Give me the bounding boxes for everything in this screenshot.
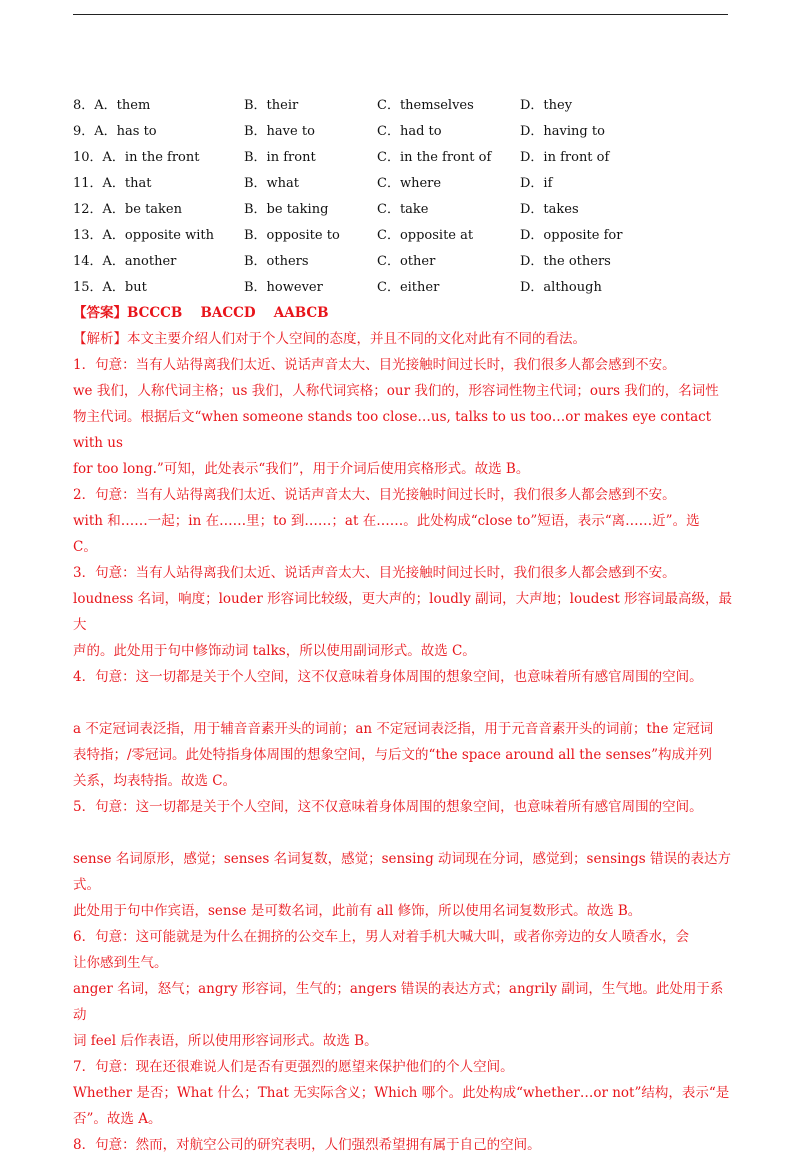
option-b: B．in front: [244, 150, 316, 165]
item-meaning: 7．句意：现在还很难说人们是否有更强烈的愿望来保护他们的个人空间。: [73, 1059, 514, 1075]
option-b: B．what: [244, 176, 300, 191]
item-explanation-line: 声的。此处用于句中修饰动词 talks，所以使用副词形式。故选 C。: [73, 643, 476, 659]
question-row: [73, 148, 733, 174]
option-a: 13．A．opposite with: [73, 228, 214, 243]
item-explanation-line: 词 feel 后作表语，所以使用形容词形式。故选 B。: [73, 1033, 378, 1049]
blank-line: [73, 690, 733, 716]
option-a: 10．A．in the front: [73, 150, 200, 165]
question-row: [73, 96, 733, 122]
option-c: C．where: [377, 176, 442, 191]
item-meaning: 5．句意：这一切都是关于个人空间，这不仅意味着身体周围的想象空间，也意味着所有感官周围的空间。: [73, 799, 703, 815]
question-row: [73, 200, 733, 226]
question-row: [73, 174, 733, 200]
option-d: D．opposite for: [520, 228, 623, 243]
option-d: D．although: [520, 280, 602, 295]
item-explanation-line: sense 名词原形，感觉；senses 名词复数，感觉；sensing 动词现在分词，感觉到；sensings 错误的表达方式。: [73, 851, 731, 893]
option-c: C．other: [377, 254, 436, 269]
option-d: D．in front of: [520, 150, 610, 165]
option-list: [73, 96, 733, 304]
option-a: 15．A．but: [73, 280, 147, 295]
option-a: 12．A．be taken: [73, 202, 182, 217]
question-row: [73, 226, 733, 252]
item-meaning: 1．句意：当有人站得离我们太近、说话声音太大、目光接触时间过长时，我们很多人都会感到不安。: [73, 357, 676, 373]
item-explanation-line: 此处用于句中作宾语，sense 是可数名词，此前有 all 修饰，所以使用名词复数形式。故选 B。: [73, 903, 642, 919]
option-d: D．if: [520, 176, 553, 191]
option-a: 11．A．that: [73, 176, 152, 191]
item-explanation-line: 否”。故选 A。: [73, 1111, 162, 1127]
item-explanation-line: with 和……一起；in 在……里；to 到……；at 在……。此处构成“close to”短语，表示“离……近”。选: [73, 513, 700, 529]
item-explanation-line: 让你感到生气。: [73, 955, 168, 971]
item-explanation-line: 关系，均表特指。故选 C。: [73, 773, 237, 789]
item-meaning: 8．句意：然而，对航空公司的研究表明，人们强烈希望拥有属于自己的空间。: [73, 1137, 541, 1153]
option-d: D．the others: [520, 254, 611, 269]
option-d: D．takes: [520, 202, 579, 217]
explanation-section: [73, 300, 733, 1158]
option-b: B．however: [244, 280, 323, 295]
option-d: D．having to: [520, 124, 605, 139]
blank-line: [73, 820, 733, 846]
item-explanation-line: C。: [73, 539, 97, 555]
option-a: 14．A．another: [73, 254, 177, 269]
item-explanation-line: a 不定冠词表泛指，用于辅音音素开头的词前；an 不定冠词表泛指，用于元音音素开头的词前；the 定冠词: [73, 721, 714, 737]
item-meaning: 4．句意：这一切都是关于个人空间，这不仅意味着身体周围的想象空间，也意味着所有感官周围的空间。: [73, 669, 703, 685]
item-explanation-line: loudness 名词，响度；louder 形容词比较级，更大声的；loudly 副词，大声地；loudest 形容词最高级，最大: [73, 591, 733, 633]
item-explanation-line: 表特指；/零冠词。此处特指身体周围的想象空间，与后文的“the space around all the senses”构成并列: [73, 747, 712, 763]
item-explanation-line: for too long.”可知，此处表示“我们”，用于介词后使用宾格形式。故选 B。: [73, 461, 530, 477]
header-rule: [73, 14, 728, 15]
option-a: 9．A．has to: [73, 124, 157, 139]
answer-key: 【答案】BCCCB BACCD AABCB: [73, 305, 329, 321]
option-b: B．their: [244, 98, 299, 113]
option-d: D．they: [520, 98, 573, 113]
item-meaning: 6．句意：这可能就是为什么在拥挤的公交车上，男人对着手机大喊大叫，或者你旁边的女人喷香水，会: [73, 929, 690, 945]
item-explanation-line: 物主代词。根据后文“when someone stands too close…us, talks to us too…or makes eye contact with us: [73, 409, 712, 451]
option-b: B．others: [244, 254, 309, 269]
item-meaning: 2．句意：当有人站得离我们太近、说话声音太大、目光接触时间过长时，我们很多人都会感到不安。: [73, 487, 676, 503]
option-c: C．take: [377, 202, 429, 217]
option-c: C．opposite at: [377, 228, 474, 243]
item-meaning: 3．句意：当有人站得离我们太近、说话声音太大、目光接触时间过长时，我们很多人都会感到不安。: [73, 565, 676, 581]
option-c: C．had to: [377, 124, 442, 139]
option-b: B．opposite to: [244, 228, 340, 243]
option-a: 8．A．them: [73, 98, 151, 113]
item-explanation-line: we 我们，人称代词主格；us 我们，人称代词宾格；our 我们的，形容词性物主代词；ours 我们的，名词性: [73, 383, 719, 399]
option-b: B．be taking: [244, 202, 329, 217]
analysis-intro: 【解析】本文主要介绍人们对于个人空间的态度，并且不同的文化对此有不同的看法。: [73, 331, 586, 347]
question-row: [73, 122, 733, 148]
analysis-items: [73, 352, 733, 1158]
item-explanation-line: anger 名词，怒气；angry 形容词，生气的；angers 错误的表达方式；angrily 副词，生气地。此处用于系动: [73, 981, 724, 1023]
option-c: C．either: [377, 280, 440, 295]
option-c: C．themselves: [377, 98, 474, 113]
option-b: B．have to: [244, 124, 315, 139]
item-explanation-line: Whether 是否；What 什么；That 无实际含义；Which 哪个。此处构成“whether…or not”结构，表示“是: [73, 1085, 730, 1101]
option-c: C．in the front of: [377, 150, 492, 165]
question-row: [73, 252, 733, 278]
